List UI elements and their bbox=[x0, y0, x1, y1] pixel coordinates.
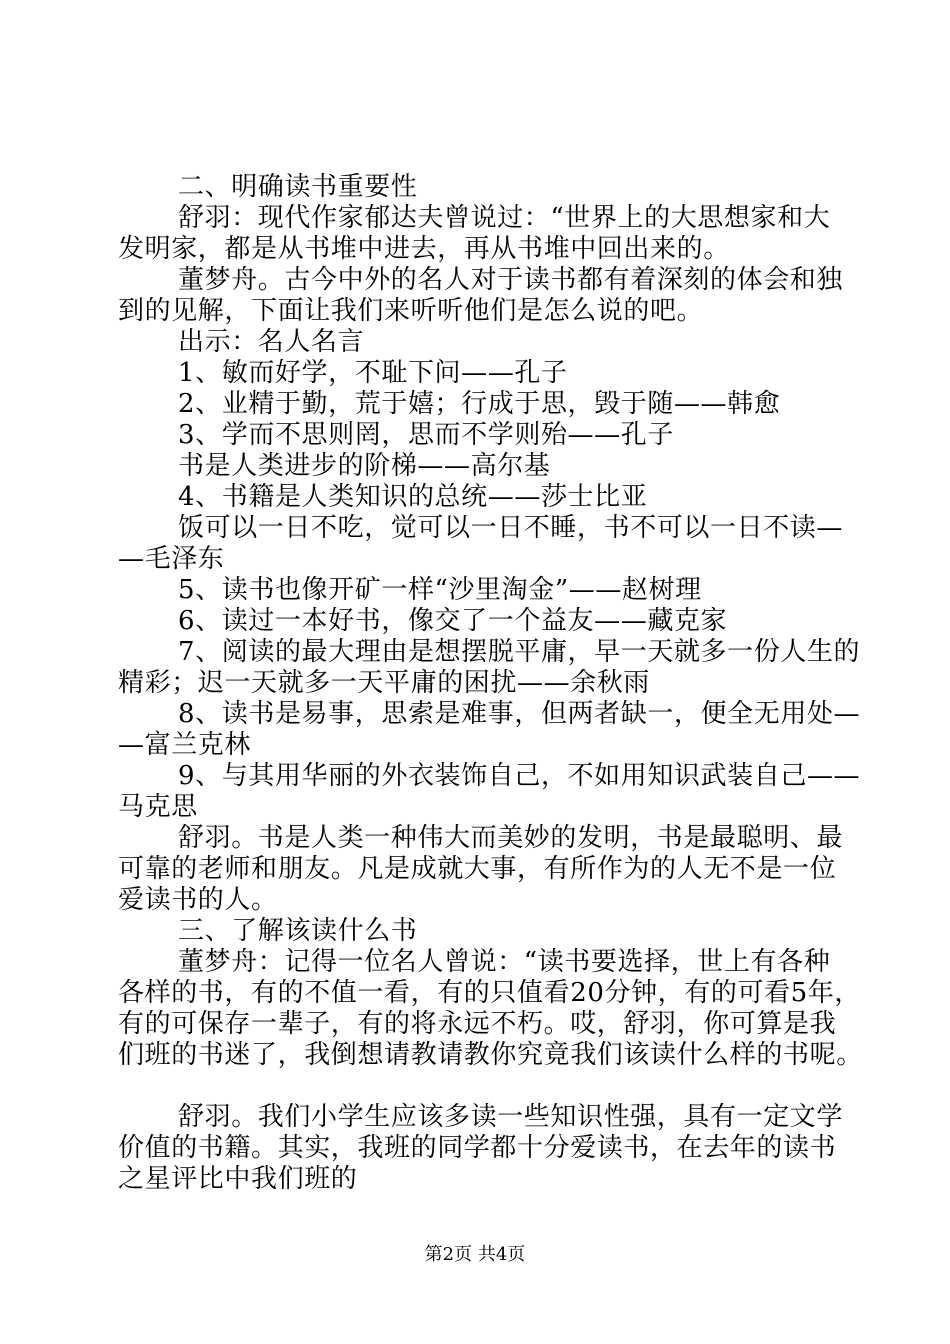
quote-item-continued: —富兰克林 bbox=[118, 730, 252, 760]
paragraph-line: 各样的书，有的不值一看，有的只值看20分钟，有的可看5年， bbox=[118, 978, 862, 1008]
quote-item: 5、读书也像开矿一样“沙里淘金”——赵树理 bbox=[178, 575, 702, 605]
quote-item: 7、阅读的最大理由是想摆脱平庸，早一天就多一份人生的 bbox=[178, 637, 861, 667]
page-number-footer: 第2页 共4页 bbox=[424, 1244, 526, 1265]
paragraph-line: 董梦舟。古今中外的名人对于读书都有着深刻的体会和独 bbox=[178, 265, 844, 295]
quote-item: 饭可以一日不吃，觉可以一日不睡，书不可以一日不读— bbox=[178, 513, 844, 543]
section-heading-importance: 二、明确读书重要性 bbox=[178, 172, 418, 202]
paragraph-line: 爱读书的人。 bbox=[118, 885, 278, 915]
quote-item: 6、读过一本好书，像交了一个益友——藏克家 bbox=[178, 606, 728, 636]
paragraph-line: 们班的书迷了，我倒想请教请教你究竟我们该读什么样的书呢。 bbox=[118, 1040, 863, 1070]
paragraph-line: 之星评比中我们班的 bbox=[118, 1164, 358, 1194]
paragraph-line: 舒羽。我们小学生应该多读一些知识性强，具有一定文学 bbox=[178, 1102, 844, 1132]
quote-item: 8、读书是易事，思索是难事，但两者缺一，便全无用处— bbox=[178, 699, 861, 729]
quote-item: 4、书籍是人类知识的总统——莎士比亚 bbox=[178, 482, 648, 512]
quote-list-heading: 出示：名人名言 bbox=[178, 327, 365, 357]
quote-item: 9、与其用华丽的外衣装饰自己，不如用知识武装自己—— bbox=[178, 761, 861, 791]
paragraph-line: 有的可保存一辈子，有的将永远不朽。哎，舒羽，你可算是我 bbox=[118, 1009, 837, 1039]
quote-item: 2、业精于勤，荒于嬉；行成于思，毁于随——韩愈 bbox=[178, 389, 781, 419]
paragraph-line: 董梦舟：记得一位名人曾说：“读书要选择，世上有各种 bbox=[178, 947, 831, 977]
quote-item: 书是人类进步的阶梯——高尔基 bbox=[178, 451, 551, 481]
section-heading-what-to-read: 三、了解该读什么书 bbox=[178, 916, 418, 946]
quote-item: 3、学而不思则罔，思而不学则殆——孔子 bbox=[178, 420, 674, 450]
paragraph-line: 舒羽：现代作家郁达夫曾说过：“世界上的大思想家和大 bbox=[178, 203, 831, 233]
paragraph-line: 发明家，都是从书堆中进去，再从书堆中回出来的。 bbox=[118, 234, 730, 264]
quote-item-continued: 精彩；迟一天就多一天平庸的困扰——余秋雨 bbox=[118, 668, 651, 698]
paragraph-line: 价值的书籍。其实，我班的同学都十分爱读书，在去年的读书 bbox=[118, 1133, 837, 1163]
paragraph-line: 到的见解，下面让我们来听听他们是怎么说的吧。 bbox=[118, 296, 704, 326]
quote-item-continued: —毛泽东 bbox=[118, 544, 225, 574]
paragraph-line: 舒羽。书是人类一种伟大而美妙的发明，书是最聪明、最 bbox=[178, 823, 844, 853]
quote-item: 1、敏而好学，不耻下问——孔子 bbox=[178, 358, 568, 388]
paragraph-line: 可靠的老师和朋友。凡是成就大事，有所作为的人无不是一位 bbox=[118, 854, 837, 884]
quote-item-continued: 马克思 bbox=[118, 792, 198, 822]
